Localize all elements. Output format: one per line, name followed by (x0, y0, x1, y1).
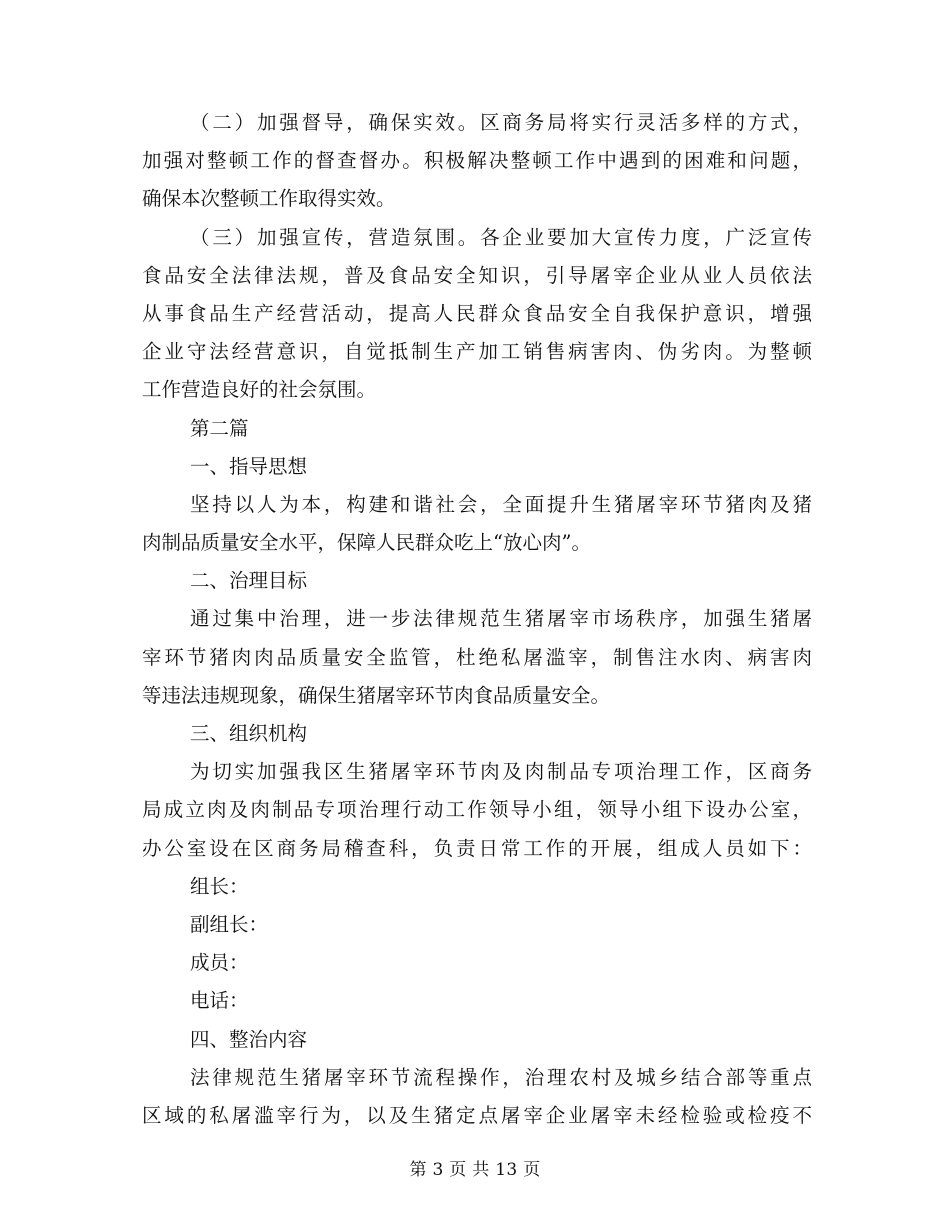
text-line: 二、治理目标 (190, 569, 308, 593)
text-line: 坚持以人为本，构建和谐社会，全面提升生猪屠宰环节猪肉及猪 (190, 492, 812, 516)
text-line: 一、指导思想 (190, 454, 308, 478)
text-line: 通过集中治理，进一步法律规范生猪屠宰市场秩序，加强生猪屠 (190, 607, 812, 631)
text-line: 等违法违规现象，确保生猪屠宰环节肉食品质量安全。 (142, 683, 611, 707)
text-line: 加强对整顿工作的督查督办。积极解决整顿工作中遇到的困难和问题， (142, 149, 812, 173)
text-line: 为切实加强我区生猪屠宰环节肉及肉制品专项治理工作，区商务 (190, 760, 812, 784)
text-line: 区域的私屠滥宰行为，以及生猪定点屠宰企业屠宰未经检验或检疫不 (142, 1103, 812, 1127)
text-line: 成员： (190, 951, 249, 975)
page-number-label: 第 3 页 共 13 页 (409, 1160, 541, 1180)
text-line: 确保本次整顿工作取得实效。 (142, 187, 396, 211)
document-body (142, 104, 812, 1135)
text-line: 食品安全法律法规，普及食品安全知识，引导屠宰企业从业人员依法 (142, 263, 812, 287)
text-line: 组长： (190, 874, 249, 898)
text-line: 局成立肉及肉制品专项治理行动工作领导小组，领导小组下设办公室， (142, 798, 812, 822)
text-line: 电话： (190, 989, 249, 1013)
text-line: （三）加强宣传，营造氛围。各企业要加大宣传力度，广泛宣传 (190, 225, 812, 249)
text-line: 三、组织机构 (190, 722, 308, 745)
text-line: 企业守法经营意识，自觉抵制生产加工销售病害肉、伪劣肉。为整顿 (142, 340, 812, 364)
text-line: （二）加强督导，确保实效。区商务局将实行灵活多样的方式， (190, 111, 812, 134)
text-line: 第二篇 (190, 416, 249, 440)
text-line: 法律规范生猪屠宰环节流程操作，治理农村及城乡结合部等重点 (190, 1065, 812, 1089)
text-line: 四、整治内容 (190, 1027, 308, 1051)
page-footer (0, 1155, 950, 1180)
text-line: 宰环节猪肉肉品质量安全监管，杜绝私屠滥宰，制售注水肉、病害肉 (142, 645, 812, 669)
text-line: 从事食品生产经营活动，提高人民群众食品安全自我保护意识，增强 (142, 301, 812, 325)
text-line: 办公室设在区商务局稽查科，负责日常工作的开展，组成人员如下： (142, 836, 812, 860)
text-line: 工作营造良好的社会氛围。 (142, 378, 377, 402)
text-line: 肉制品质量安全水平，保障人民群众吃上“放心肉”。 (142, 531, 591, 555)
text-line: 副组长： (190, 912, 269, 936)
